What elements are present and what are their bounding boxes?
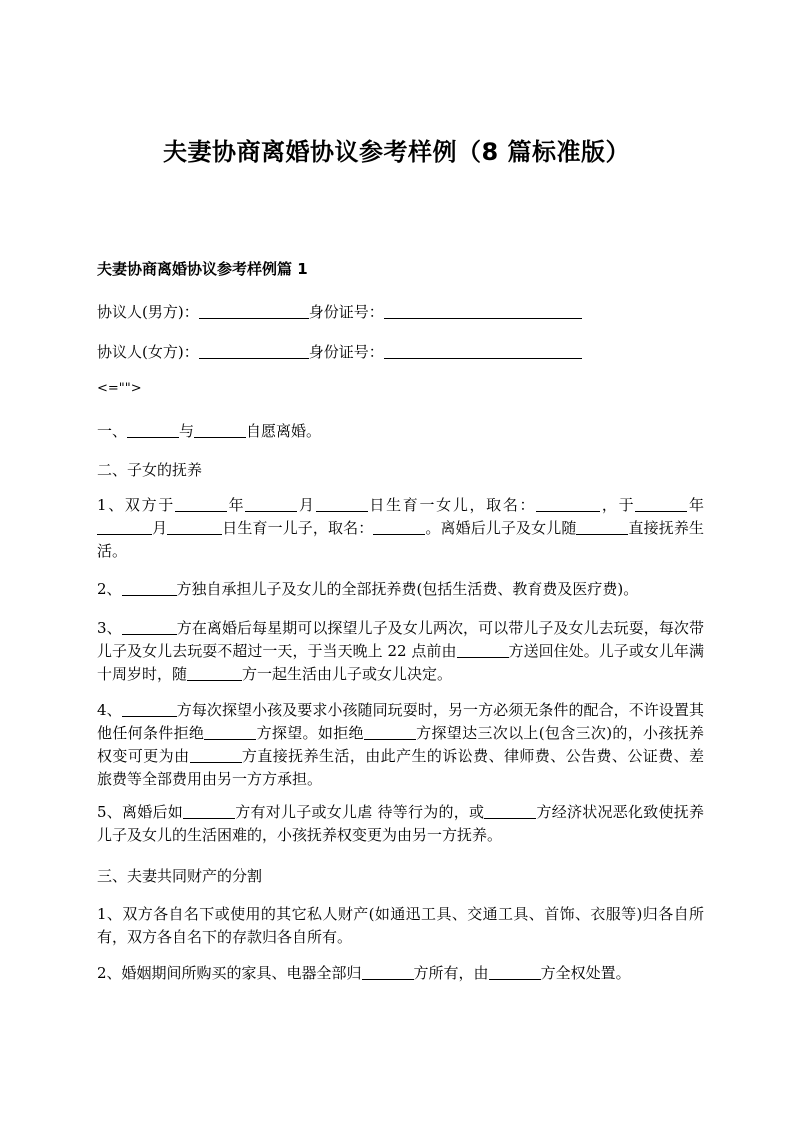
text: 月 [152,519,168,537]
text: 方全权处置。 [540,964,631,982]
custody-item-2 [97,578,704,601]
section-title: 夫妻协商离婚协议参考样例篇 1 [97,260,308,278]
text: 。离婚后儿子及女儿随 [425,519,577,537]
blank [194,422,246,438]
custody-item-1 [97,494,704,563]
property-item-1 [97,903,704,949]
party-female-id-label: 身份证号： [308,343,384,361]
text: 年 [687,496,704,514]
text: 日生育一女儿，取名： [367,496,537,514]
text: 方所有，由 [413,964,489,982]
party-male-id-label: 身份证号： [308,303,384,321]
text: 4、 [97,701,122,719]
blank [373,519,425,535]
heading-property-division: 三、夫妻共同财产的分割 [97,867,263,885]
clause-1-mid: 与 [179,422,195,440]
blank [536,496,600,512]
custody-item-4 [97,699,704,791]
text: 日生育一儿子，取名： [222,519,374,537]
blank [122,619,177,635]
text: 方每次探望小孩及要求小孩随同玩耍时，另一方必须无条件的配合，不许设置其他任何条件拒绝 [97,701,704,742]
blank [167,519,222,535]
text: 方直接抚养生活，由此产生的诉讼费、律师费、公告费、公证费、差旅费等全部费用由另一方方承担。 [97,747,704,788]
party-male-line [97,301,704,324]
blank [362,964,414,980]
text: 方独自承担儿子及女儿的全部抚养费(包括生活费、教育费及医疗费)。 [176,580,639,598]
blank [183,803,235,819]
document-title: 夫妻协商离婚协议参考样例（8 篇标准版） [162,138,631,166]
text: 方有对儿子或女儿虐 待等行为的，或 [235,803,485,821]
blank [122,580,177,596]
text: 1、双方于 [97,496,175,514]
clause-1 [97,420,704,443]
clause-1-prefix: 一、 [97,422,128,440]
blank [484,803,536,819]
property-item-2 [97,962,704,985]
text: 3、 [97,619,122,637]
party-male-name-blank [199,303,309,319]
custody-item-5 [97,801,704,847]
text: 方送回住处。儿子或女儿年满十周岁时，随 [97,642,704,683]
text: 直接抚养生活。 [97,519,704,560]
text: 年 [226,496,246,514]
blank [175,496,227,512]
text: 5、离婚后如 [97,803,184,821]
party-female-name-blank [199,343,309,359]
party-female-label: 协议人(女方)： [97,343,199,361]
text: 方在离婚后每星期可以探望儿子及女儿两次，可以带儿子及女儿去玩耍，每次带儿子及女儿去玩耍不超过一天，于当天晚上 22 点前由 [97,619,704,660]
text: 月 [297,496,316,514]
custody-item-3 [97,617,704,686]
blank [122,701,177,717]
text: 2、婚姻期间所购买的家具、电器全部归 [97,964,362,982]
party-female-id-blank [384,343,582,359]
blank [204,724,256,740]
text: 1、双方各自名下或使用的其它私人财产(如通迅工具、交通工具、首饰、衣服等)归各自所有，双方各自名下的存款归各自所有。 [97,905,704,946]
blank [635,496,687,512]
text: ，于 [600,496,636,514]
blank [245,496,297,512]
clause-1-suffix: 自愿离婚。 [246,422,322,440]
blank [316,496,368,512]
blank [97,519,152,535]
party-male-id-blank [384,303,582,319]
blank [489,964,541,980]
party-male-label: 协议人(男方)： [97,303,199,321]
blank [576,519,628,535]
text: 2、 [97,580,122,598]
heading-child-custody: 二、子女的抚养 [97,461,203,479]
text: 方一起生活由儿子或女儿决定。 [242,665,453,683]
blank [187,665,242,681]
stray-markup-text: <=""> [97,381,142,396]
party-female-line [97,341,704,364]
blank [364,724,416,740]
text: 方探望达三次以上(包含三次)的，小孩抚养权变可更为由 [97,724,704,765]
blank [127,422,179,438]
blank [190,747,242,763]
text: 方探望。如拒绝 [256,724,364,742]
blank [457,642,509,658]
text: 方经济状况恶化致使抚养儿子及女儿的生活困难的，小孩抚养权变更为由另一方抚养。 [97,803,704,844]
